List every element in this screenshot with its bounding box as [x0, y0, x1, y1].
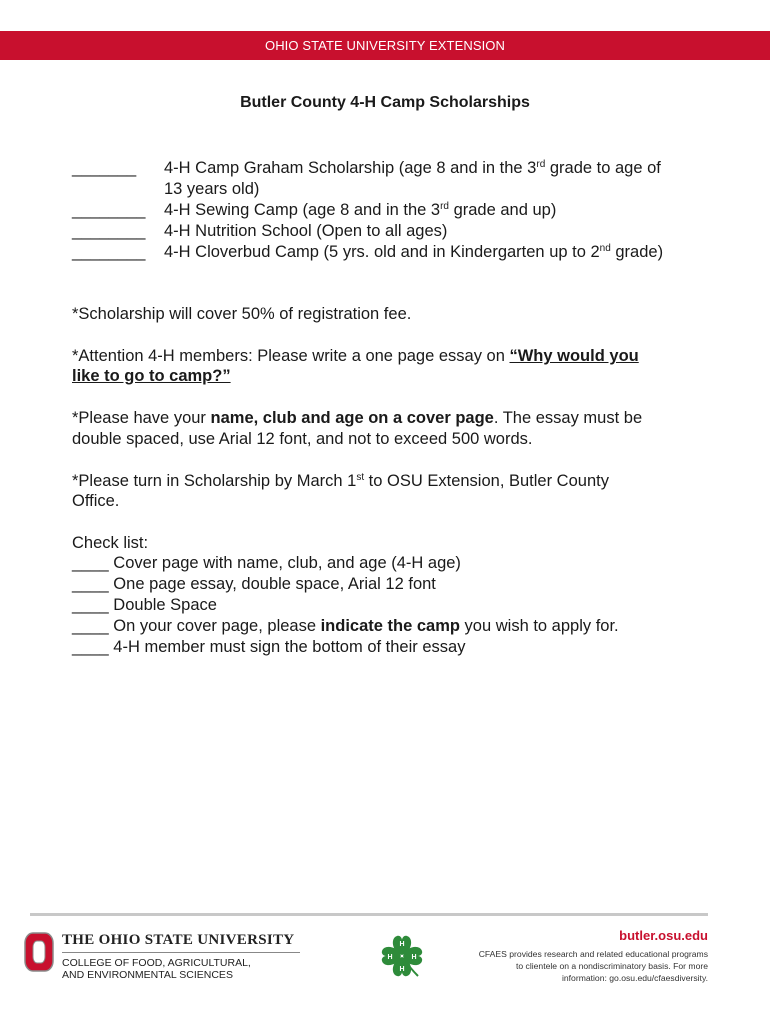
osu-logo-block: [24, 930, 295, 986]
camp-cloverbud: 4-H Cloverbud Camp (5 yrs. old and in Kindergarten up to 2nd grade): [164, 243, 664, 261]
blank-line-graham: _______: [72, 159, 137, 177]
footer-divider: [30, 913, 708, 916]
blank-line-cloverbud: ________: [72, 243, 146, 261]
checklist-item: ____ Double Space: [72, 596, 217, 614]
svg-text:H: H: [399, 941, 405, 948]
nondiscrimination-statement: CFAES provides research and related educational programs to clientele on a nondiscriminatory basis. For more information: go.osu.edu/cfaesdiversity.: [478, 949, 708, 983]
camp-graham-continued: 13 years old): [164, 180, 260, 198]
attention-question-continued: like to go to camp?”: [72, 367, 231, 385]
turn-in-note: *Please turn in Scholarship by March 1st to OSU Extension, Butler County: [72, 472, 609, 490]
university-name: THE OHIO STATE UNIVERSITY: [62, 932, 295, 948]
block-o-logo-icon: [24, 932, 54, 972]
extension-banner: [0, 31, 770, 60]
checklist-item: ____ One page essay, double space, Arial 12 font: [72, 575, 436, 593]
page-title: Butler County 4-H Camp Scholarships: [240, 94, 530, 111]
camp-sewing: 4-H Sewing Camp (age 8 and in the 3rd grade and up): [164, 201, 557, 219]
checklist-item: ____ 4-H member must sign the bottom of their essay: [72, 638, 466, 656]
svg-text:H: H: [399, 966, 405, 973]
formatting-note: double spaced, use Arial 12 font, and not to exceed 500 words.: [72, 430, 533, 448]
college-name: COLLEGE OF FOOD, AGRICULTURAL, AND ENVIRONMENTAL SCIENCES: [62, 957, 251, 981]
coverage-note: *Scholarship will cover 50% of registration fee.: [72, 305, 412, 323]
logo-divider: [62, 952, 300, 953]
website-link[interactable]: butler.osu.edu: [619, 928, 708, 943]
cover-page-note: *Please have your name, club and age on a cover page. The essay must be: [72, 409, 643, 427]
checklist-item: ____ On your cover page, please indicate the camp you wish to apply for.: [72, 617, 619, 635]
camp-nutrition: 4-H Nutrition School (Open to all ages): [164, 222, 448, 240]
camp-graham: 4-H Camp Graham Scholarship (age 8 and in the 3rd grade to age of: [164, 159, 661, 177]
blank-line-nutrition: ________: [72, 222, 146, 240]
svg-text:H: H: [387, 954, 393, 961]
turn-in-note-continued: Office.: [72, 492, 120, 510]
checklist-item: ____ Cover page with name, club, and age (4-H age): [72, 554, 461, 572]
banner-text: OHIO STATE UNIVERSITY EXTENSION: [264, 38, 506, 53]
attention-note: *Attention 4-H members: Please write a one page essay on “Why would you: [72, 347, 639, 365]
footer-contact: [478, 928, 708, 984]
blank-line-sewing: ________: [72, 201, 146, 219]
checklist-heading: Check list:: [72, 534, 149, 552]
four-leaf-clover-icon: [378, 932, 426, 980]
svg-text:H: H: [411, 954, 417, 961]
